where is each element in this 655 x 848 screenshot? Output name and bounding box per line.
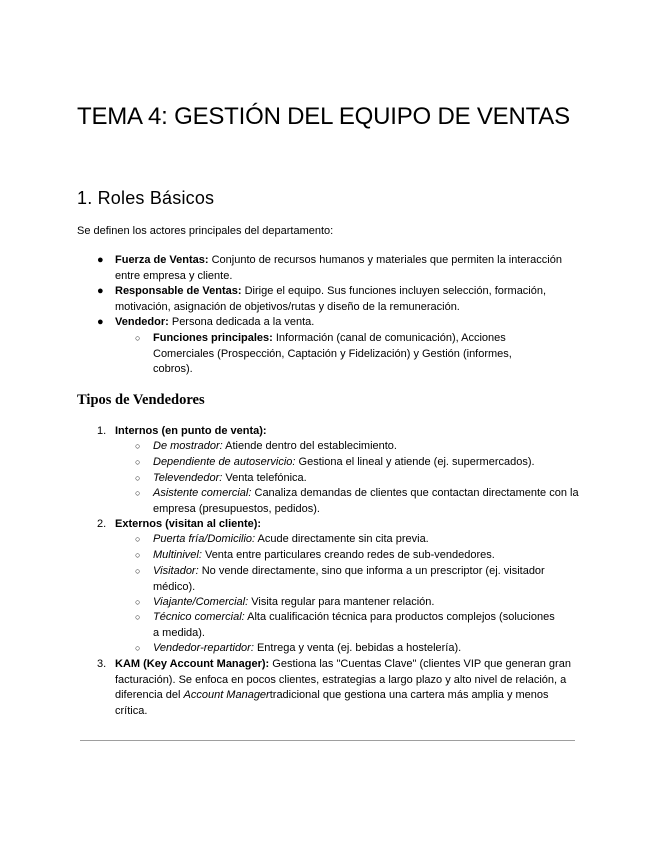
sub-bullet-funciones: Funciones principales: Información (canal de comunicación), Acciones Comerciales (Prospección, Captación y Fidelización) y Gestión (informes, cobros). bbox=[153, 332, 512, 375]
list-item-asistente: Asistente comercial: Canaliza demandas de clientes que contactan directamente con la empresa (presupuestos, pedidos). bbox=[153, 487, 579, 515]
bullet-marker: ● bbox=[97, 254, 104, 266]
list-item-autoservicio: Dependiente de autoservicio: Gestiona el lineal y atiende (ej. supermercados). bbox=[153, 456, 535, 468]
list-item-internos: Internos (en punto de venta): bbox=[115, 425, 267, 437]
list-item-kam: KAM (Key Account Manager): Gestiona las "Cuentas Clave" (clientes VIP que generan gran facturación). Se enfoca en pocos clientes, estrategias a largo plazo y alto nivel de relación, a diferencia del Account Managertradicional que gestiona una cartera más amplia y menos crítica. bbox=[115, 658, 571, 717]
sub-bullet-marker: ○ bbox=[135, 566, 141, 576]
bullet-vendedor: Vendedor: Persona dedicada a la venta. bbox=[115, 316, 315, 328]
sub-bullet-marker: ○ bbox=[135, 643, 141, 653]
sub-bullet-marker: ○ bbox=[135, 597, 141, 607]
bullet-marker: ● bbox=[97, 285, 104, 297]
section-heading-roles: 1. Roles Básicos bbox=[77, 188, 215, 208]
list-item-televendedor: Televendedor: Venta telefónica. bbox=[153, 472, 307, 484]
sub-bullet-marker: ○ bbox=[135, 612, 141, 622]
bullet-fuerza-ventas: Fuerza de Ventas: Conjunto de recursos humanos y materiales que permiten la interacción entre empresa y cliente. bbox=[115, 254, 562, 282]
list-item-viajante: Viajante/Comercial: Visita regular para mantener relación. bbox=[153, 596, 435, 608]
bullet-marker: ● bbox=[97, 316, 104, 328]
sub-bullet-marker: ○ bbox=[135, 550, 141, 560]
list-item-tecnico: Técnico comercial: Alta cualificación técnica para productos complejos (soluciones a medida). bbox=[153, 611, 555, 639]
sub-bullet-marker: ○ bbox=[135, 473, 141, 483]
sub-bullet-marker: ○ bbox=[135, 488, 141, 498]
list-number: 1. bbox=[97, 425, 107, 437]
list-number: 2. bbox=[97, 518, 107, 530]
bullet-responsable-ventas: Responsable de Ventas: Dirige el equipo. Sus funciones incluyen selección, formación, motivación, asignación de objetivos/rutas y diseño de la remuneración. bbox=[115, 285, 547, 313]
sub-bullet-marker: ○ bbox=[135, 441, 141, 451]
list-item-repartidor: Vendedor-repartidor: Entrega y venta (ej. bebidas a hostelería). bbox=[153, 642, 462, 654]
sub-bullet-marker: ○ bbox=[135, 333, 141, 343]
list-item-multinivel: Multinivel: Venta entre particulares creando redes de sub-vendedores. bbox=[153, 549, 495, 561]
list-number: 3. bbox=[97, 658, 107, 670]
intro-paragraph: Se definen los actores principales del departamento: bbox=[77, 225, 334, 237]
list-item-mostrador: De mostrador: Atiende dentro del establecimiento. bbox=[153, 440, 397, 452]
list-item-puerta-fria: Puerta fría/Domicilio: Acude directamente sin cita previa. bbox=[153, 533, 429, 545]
list-item-visitador: Visitador: No vende directamente, sino que informa a un prescriptor (ej. visitador médico). bbox=[153, 565, 545, 593]
sub-bullet-marker: ○ bbox=[135, 457, 141, 467]
sub-bullet-marker: ○ bbox=[135, 534, 141, 544]
horizontal-rule bbox=[80, 740, 575, 741]
section-heading-tipos: Tipos de Vendedores bbox=[77, 392, 205, 408]
page-title: TEMA 4: GESTIÓN DEL EQUIPO DE VENTAS bbox=[77, 103, 570, 130]
list-item-externos: Externos (visitan al cliente): bbox=[115, 518, 262, 530]
